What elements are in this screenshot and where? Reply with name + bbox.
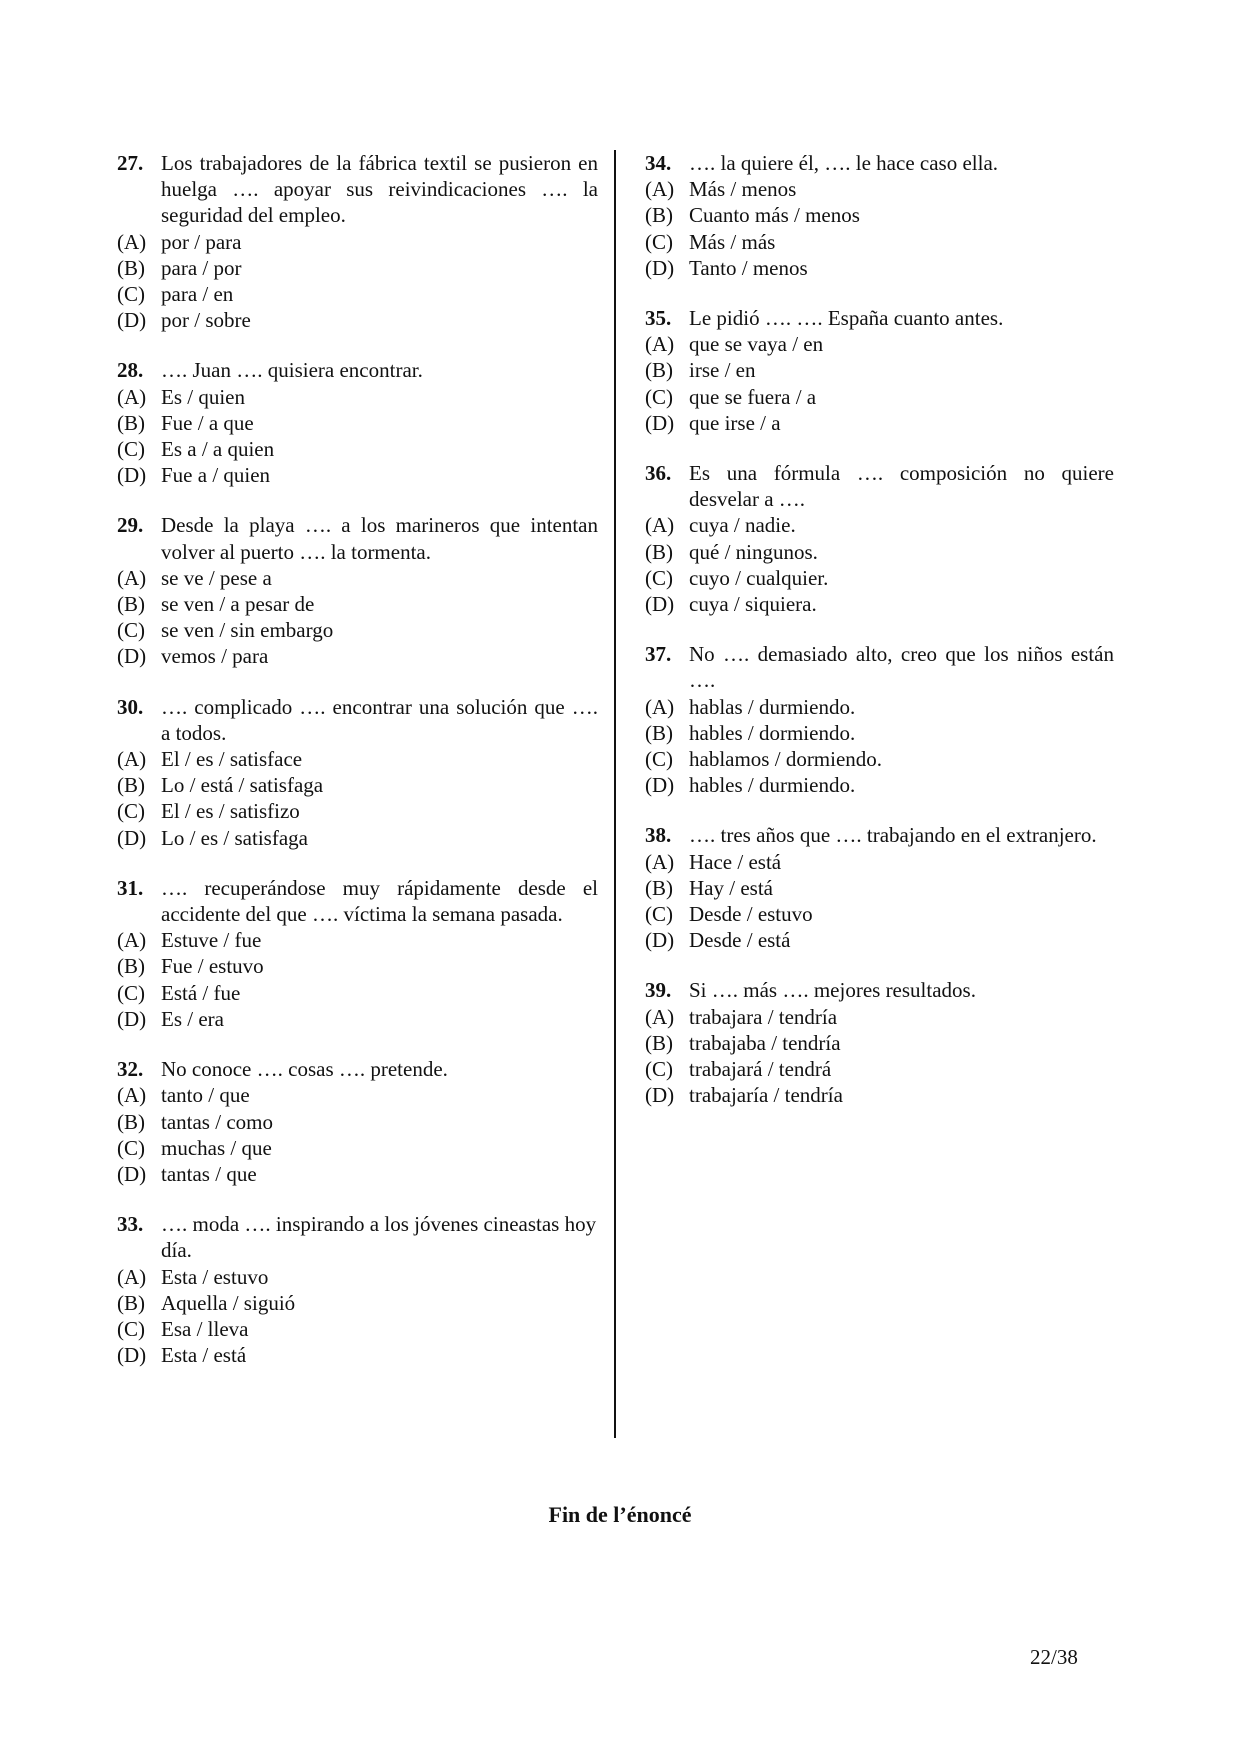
option-c: [117, 1135, 598, 1161]
option-text: tanto / que: [161, 1083, 250, 1108]
option-b: [117, 255, 598, 281]
question-header: [117, 150, 598, 229]
option-b: [117, 953, 598, 979]
option-text: hablamos / dormiendo.: [689, 747, 883, 772]
option-text: Es a / a quien: [161, 437, 275, 462]
option-letter: (D): [117, 1161, 147, 1186]
option-d: [117, 643, 598, 669]
option-text: Fue a / quien: [161, 463, 271, 488]
option-letter: (B): [117, 410, 145, 435]
question-39: [645, 977, 1114, 1108]
option-c: [645, 229, 1114, 255]
option-text: que irse / a: [689, 410, 781, 435]
question-text: Es una fórmula …. composición no quiere desvelar a ….: [689, 461, 1114, 512]
question-text: No …. demasiado alto, creo que los niños están ….: [689, 642, 1114, 693]
option-text: trabajará / tendrá: [689, 1057, 832, 1082]
option-letter: (C): [117, 799, 145, 824]
option-a: [645, 176, 1114, 202]
question-33: [117, 1211, 598, 1368]
option-text: trabajaría / tendría: [689, 1083, 843, 1108]
option-letter: (C): [117, 437, 145, 462]
option-letter: (D): [117, 463, 147, 488]
option-c: [645, 1056, 1114, 1082]
option-text: cuya / siquiera.: [689, 592, 817, 617]
question-header: [117, 875, 598, 927]
option-text: hables / dormiendo.: [689, 720, 856, 745]
option-text: Más / menos: [689, 177, 797, 202]
option-b: [645, 1030, 1114, 1056]
option-text: qué / ningunos.: [689, 539, 818, 564]
question-number: 31.: [117, 875, 144, 900]
question-number: 30.: [117, 694, 144, 719]
option-letter: (C): [117, 1135, 145, 1160]
option-d: [645, 591, 1114, 617]
option-letter: (B): [117, 592, 145, 617]
option-c: [117, 436, 598, 462]
question-text: …. Juan …. quisiera encontrar.: [161, 358, 423, 383]
question-36: [645, 460, 1114, 617]
option-text: irse / en: [689, 358, 756, 383]
option-letter: (B): [645, 1030, 673, 1055]
question-header: [645, 150, 1114, 176]
option-text: hables / durmiendo.: [689, 773, 856, 798]
option-text: Esta / está: [161, 1343, 247, 1368]
option-letter: (D): [645, 1083, 675, 1108]
option-text: tantas / como: [161, 1109, 273, 1134]
option-text: cuya / nadie.: [689, 513, 796, 538]
option-a: [645, 331, 1114, 357]
option-letter: (A): [117, 229, 147, 254]
option-d: [645, 927, 1114, 953]
option-letter: (A): [645, 513, 675, 538]
option-text: que se vaya / en: [689, 332, 824, 357]
option-letter: (D): [645, 773, 675, 798]
question-37: [645, 641, 1114, 798]
question-header: [645, 305, 1114, 331]
question-34: [645, 150, 1114, 281]
question-text: Desde la playa …. a los marineros que intentan volver al puerto …. la tormenta.: [161, 513, 598, 564]
option-text: vemos / para: [161, 644, 269, 669]
question-35: [645, 305, 1114, 436]
option-letter: (D): [117, 644, 147, 669]
option-a: [117, 746, 598, 772]
option-letter: (A): [117, 1264, 147, 1289]
option-letter: (A): [117, 565, 147, 590]
option-b: [645, 720, 1114, 746]
question-number: 29.: [117, 513, 144, 538]
question-header: [645, 977, 1114, 1003]
option-letter: (A): [645, 177, 675, 202]
option-text: Más / más: [689, 229, 776, 254]
option-letter: (A): [645, 849, 675, 874]
option-text: El / es / satisface: [161, 747, 303, 772]
question-text: Le pidió …. …. España cuanto antes.: [689, 306, 1004, 331]
option-text: Fue / a que: [161, 410, 254, 435]
question-header: [117, 1211, 598, 1263]
option-d: [645, 1082, 1114, 1108]
option-text: para / en: [161, 282, 234, 307]
option-text: por / sobre: [161, 308, 251, 333]
option-text: muchas / que: [161, 1135, 272, 1160]
question-header: [645, 460, 1114, 512]
option-a: [117, 1264, 598, 1290]
question-number: 32.: [117, 1057, 144, 1082]
question-30: [117, 694, 598, 851]
option-letter: (A): [645, 1004, 675, 1029]
option-letter: (D): [645, 928, 675, 953]
question-header: [117, 357, 598, 383]
question-32: [117, 1056, 598, 1187]
question-text: …. moda …. inspirando a los jóvenes cineastas hoy día.: [161, 1212, 597, 1263]
option-letter: (B): [117, 954, 145, 979]
question-text: …. complicado …. encontrar una solución que …. a todos.: [161, 694, 598, 745]
option-b: [117, 1109, 598, 1135]
right-column: [645, 150, 1114, 1133]
option-c: [117, 798, 598, 824]
option-text: Cuanto más / menos: [689, 203, 860, 228]
question-31: [117, 875, 598, 1032]
option-text: trabajara / tendría: [689, 1004, 838, 1029]
option-text: Tanto / menos: [689, 255, 808, 280]
question-number: 34.: [645, 151, 672, 175]
question-text: …. recuperándose muy rápidamente desde el accidente del que …. víctima la semana pasada.: [161, 875, 598, 927]
question-header: [645, 641, 1114, 693]
option-d: [117, 825, 598, 851]
question-number: 38.: [645, 823, 672, 848]
option-letter: (C): [645, 1057, 673, 1082]
question-text: …. la quiere él, …. le hace caso ella.: [689, 151, 999, 175]
option-letter: (B): [645, 539, 673, 564]
option-text: que se fuera / a: [689, 384, 817, 409]
option-d: [117, 1342, 598, 1368]
option-a: [117, 1082, 598, 1108]
option-text: para / por: [161, 255, 242, 280]
option-b: [117, 1290, 598, 1316]
option-text: Desde / estuvo: [689, 902, 813, 927]
option-letter: (D): [117, 1006, 147, 1031]
option-letter: (A): [117, 384, 147, 409]
option-text: se ven / a pesar de: [161, 592, 315, 617]
column-divider: [614, 150, 616, 1438]
option-text: Está / fue: [161, 980, 241, 1005]
question-text: Los trabajadores de la fábrica textil se pusieron en huelga …. apoyar sus reivindicaciones …. la seguridad del empleo.: [161, 151, 598, 228]
question-number: 37.: [645, 642, 672, 667]
option-letter: (B): [645, 720, 673, 745]
option-b: [117, 591, 598, 617]
option-letter: (C): [645, 384, 673, 409]
option-letter: (A): [117, 928, 147, 953]
option-letter: (B): [117, 1109, 145, 1134]
option-text: Lo / está / satisfaga: [161, 773, 324, 798]
question-header: [645, 822, 1114, 848]
question-number: 33.: [117, 1212, 144, 1237]
option-d: [117, 1161, 598, 1187]
question-number: 28.: [117, 358, 144, 383]
option-c: [645, 746, 1114, 772]
option-text: Desde / está: [689, 928, 791, 953]
option-letter: (B): [645, 203, 673, 228]
option-text: Hay / está: [689, 875, 773, 900]
question-header: [117, 512, 598, 564]
option-text: Fue / estuvo: [161, 954, 264, 979]
question-28: [117, 357, 598, 488]
option-b: [645, 202, 1114, 228]
question-text: No conoce …. cosas …. pretende.: [161, 1057, 448, 1082]
option-letter: (C): [645, 565, 673, 590]
option-letter: (D): [117, 308, 147, 333]
option-a: [645, 694, 1114, 720]
option-letter: (B): [645, 875, 673, 900]
option-b: [645, 539, 1114, 565]
option-text: tantas / que: [161, 1161, 257, 1186]
option-text: Hace / está: [689, 849, 782, 874]
option-c: [117, 980, 598, 1006]
option-a: [117, 384, 598, 410]
option-letter: (D): [645, 255, 675, 280]
option-letter: (C): [645, 747, 673, 772]
option-text: Es / era: [161, 1006, 224, 1031]
option-text: por / para: [161, 229, 242, 254]
option-text: se ven / sin embargo: [161, 618, 334, 643]
option-a: [645, 512, 1114, 538]
question-27: [117, 150, 598, 333]
option-text: Esta / estuvo: [161, 1264, 269, 1289]
option-c: [645, 384, 1114, 410]
option-letter: (A): [645, 332, 675, 357]
option-text: cuyo / cualquier.: [689, 565, 829, 590]
option-text: Estuve / fue: [161, 928, 262, 953]
option-letter: (C): [117, 980, 145, 1005]
option-letter: (C): [117, 1316, 145, 1341]
option-a: [645, 1004, 1114, 1030]
option-c: [117, 1316, 598, 1342]
question-number: 27.: [117, 151, 144, 175]
option-d: [645, 255, 1114, 281]
option-text: El / es / satisfizo: [161, 799, 300, 824]
option-b: [117, 772, 598, 798]
option-letter: (D): [117, 1343, 147, 1368]
option-a: [117, 927, 598, 953]
option-d: [117, 307, 598, 333]
left-column: [117, 150, 598, 1392]
option-d: [117, 1006, 598, 1032]
option-letter: (B): [645, 358, 673, 383]
option-letter: (D): [645, 410, 675, 435]
option-letter: (C): [117, 618, 145, 643]
question-number: 39.: [645, 978, 672, 1003]
option-text: Esa / lleva: [161, 1316, 249, 1341]
option-text: Aquella / siguió: [161, 1290, 296, 1315]
option-letter: (D): [645, 592, 675, 617]
option-letter: (B): [117, 773, 145, 798]
option-c: [645, 565, 1114, 591]
option-letter: (A): [645, 694, 675, 719]
option-c: [645, 901, 1114, 927]
option-a: [645, 849, 1114, 875]
option-text: Lo / es / satisfaga: [161, 825, 308, 850]
option-c: [117, 617, 598, 643]
option-letter: (C): [645, 902, 673, 927]
option-b: [645, 357, 1114, 383]
option-text: Es / quien: [161, 384, 245, 409]
question-text: …. tres años que …. trabajando en el extranjero.: [689, 823, 1097, 848]
option-letter: (D): [117, 825, 147, 850]
option-text: hablas / durmiendo.: [689, 694, 856, 719]
page-number: 22/38: [1030, 1645, 1078, 1669]
option-letter: (B): [117, 255, 145, 280]
end-of-statement: Fin de l’énoncé: [548, 1502, 692, 1527]
question-29: [117, 512, 598, 669]
option-d: [645, 410, 1114, 436]
question-text: Si …. más …. mejores resultados.: [689, 978, 976, 1003]
option-b: [645, 875, 1114, 901]
question-header: [117, 1056, 598, 1082]
option-a: [117, 565, 598, 591]
option-letter: (C): [117, 282, 145, 307]
option-text: trabajaba / tendría: [689, 1030, 841, 1055]
question-number: 36.: [645, 461, 672, 486]
option-letter: (A): [117, 747, 147, 772]
option-d: [117, 462, 598, 488]
option-a: [117, 229, 598, 255]
option-b: [117, 410, 598, 436]
option-letter: (B): [117, 1290, 145, 1315]
option-letter: (A): [117, 1083, 147, 1108]
question-38: [645, 822, 1114, 953]
option-c: [117, 281, 598, 307]
option-text: se ve / pese a: [161, 565, 272, 590]
option-d: [645, 772, 1114, 798]
question-header: [117, 694, 598, 746]
question-number: 35.: [645, 306, 672, 331]
option-letter: (C): [645, 229, 673, 254]
